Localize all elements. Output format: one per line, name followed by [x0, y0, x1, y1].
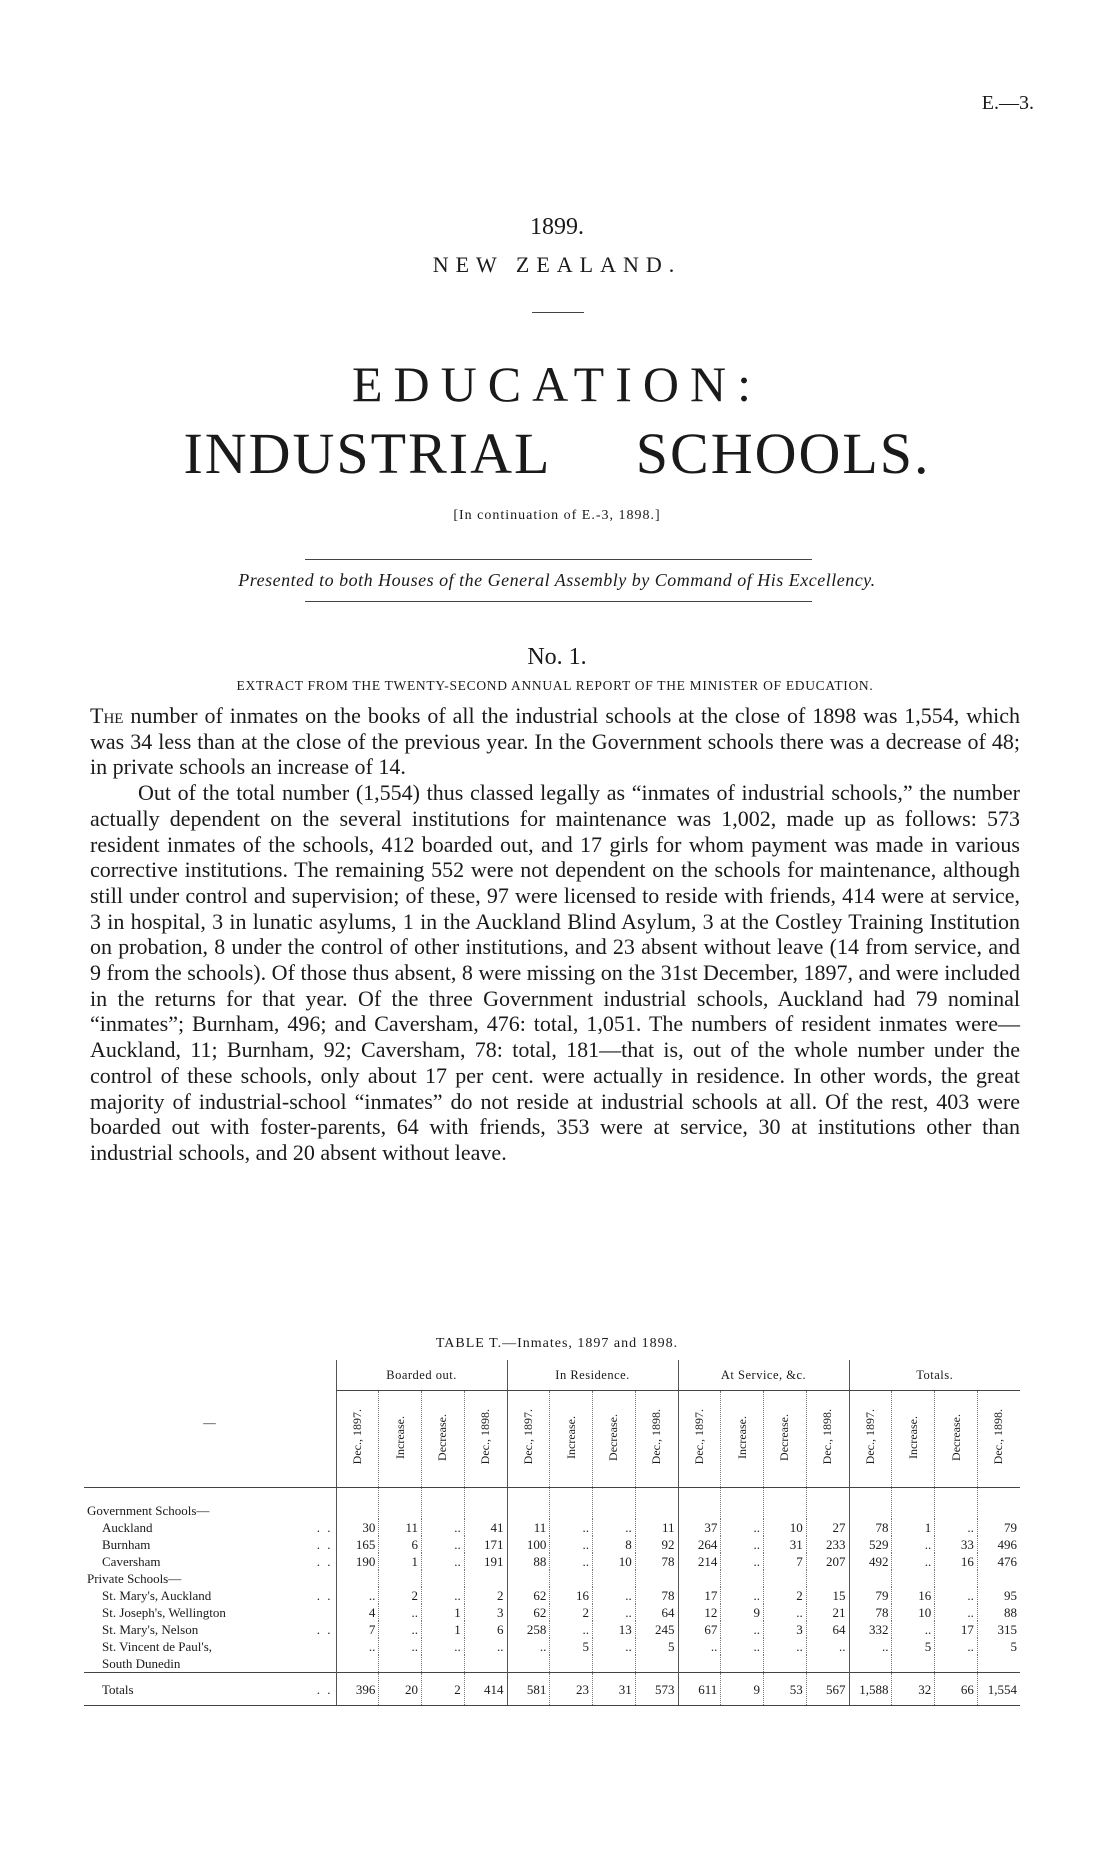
- table-cell: ..: [550, 1536, 593, 1553]
- table-cell: ..: [721, 1519, 764, 1536]
- table-cell: 1: [379, 1553, 422, 1570]
- table-cell: [892, 1488, 935, 1520]
- table-cell: 64: [806, 1621, 849, 1638]
- inmates-table: [84, 1360, 1020, 1706]
- table-cell: 53: [764, 1673, 807, 1706]
- table-cell: [721, 1570, 764, 1587]
- row-label: St. Mary's, Auckland: [102, 1588, 212, 1603]
- table-cell: 88: [977, 1604, 1020, 1621]
- table-cell: 2: [464, 1587, 507, 1604]
- table-column-header: [507, 1391, 550, 1488]
- table-column-header: [464, 1391, 507, 1488]
- table-cell: ..: [422, 1553, 465, 1570]
- row-label: St. Vincent de Paul's,: [102, 1639, 213, 1654]
- table-row: [84, 1673, 1020, 1706]
- column-header-label: Increase.: [392, 1415, 407, 1459]
- column-header-label: Dec., 1897.: [520, 1409, 535, 1465]
- table-cell: 171: [464, 1536, 507, 1553]
- table-cell: ..: [721, 1621, 764, 1638]
- table-cell: 20: [379, 1673, 422, 1706]
- table-cell: 23: [550, 1673, 593, 1706]
- table-column-header: [892, 1391, 935, 1488]
- table-cell: 2: [379, 1587, 422, 1604]
- row-label-cell: [84, 1519, 336, 1536]
- table-cell: 414: [464, 1673, 507, 1706]
- table-cell: 5: [977, 1638, 1020, 1655]
- table-cell: [764, 1488, 807, 1520]
- table-cell: 95: [977, 1587, 1020, 1604]
- table-cell: [422, 1488, 465, 1520]
- leader-dots: . .: [316, 1622, 333, 1637]
- table-cell: [764, 1655, 807, 1673]
- table-cell: [977, 1655, 1020, 1673]
- table-cell: 64: [635, 1604, 678, 1621]
- table-cell: ..: [550, 1519, 593, 1536]
- table-cell: 79: [849, 1587, 892, 1604]
- table-cell: [464, 1488, 507, 1520]
- table-cell: [550, 1570, 593, 1587]
- paragraph-2: Out of the total number (1,554) thus classed legally as “inmates of industrial schools,” the number actually dependent on the several institutions for maintenance was 1,002, made up as follows: 573 resident inmates of the schools, 412 boarded out, and 17 girls for whom payment was made in various corrective institutions. The remaining 552 were not dependent on the schools for maintenance, although still under control and supervision; of these, 97 were licensed to reside with friends, 414 were at service, 3 in hospital, 3 in lunatic asylums, 1 in the Auckland Blind Asylum, 3 at the Costley Training Institution on probation, 8 under the control of other institutions, and 23 absent without leave (14 from service, and 9 from the schools). Of those thus absent, 8 were missing on the 31st December, 1897, and were included in the returns for that year. Of the three Government industrial schools, Auckland had 79 nominal “inmates”; Burnham, 496; and Caversham, 476: total, 1,051. The numbers of resident inmates were—Auckland, 11; Burnham, 92; Caversham, 78: total, 181—that is, out of the whole number under the control of these schools, only about 17 per cent. were actually in residence. In other words, the great majority of industrial-school “inmates” do not reside at industrial schools at all. Of the rest, 403 were boarded out with foster-parents, 64 with friends, 353 were at service, 30 at institutions other than industrial schools, and 20 absent without leave.: [90, 780, 1020, 1165]
- table-cell: 573: [635, 1673, 678, 1706]
- table-cell: [464, 1570, 507, 1587]
- table-cell: [935, 1570, 978, 1587]
- table-cell: [379, 1488, 422, 1520]
- table-cell: [977, 1570, 1020, 1587]
- table-row: [84, 1604, 1020, 1621]
- table-column-header: [379, 1391, 422, 1488]
- column-header-label: Dec., 1897.: [863, 1409, 877, 1465]
- table-cell: [721, 1488, 764, 1520]
- table-cell: [721, 1655, 764, 1673]
- table-cell: [635, 1570, 678, 1587]
- title-line-2: INDUSTRIAL SCHOOLS.: [183, 421, 931, 486]
- table-row: [84, 1570, 1020, 1587]
- table-column-header: [336, 1391, 379, 1488]
- table-cell: ..: [935, 1587, 978, 1604]
- table-cell: [593, 1570, 636, 1587]
- table-cell: [806, 1570, 849, 1587]
- row-label: Private Schools—: [87, 1571, 182, 1586]
- column-header-label: Increase.: [734, 1415, 749, 1459]
- table-cell: 496: [977, 1536, 1020, 1553]
- table-cell: [849, 1570, 892, 1587]
- table-cell: [678, 1570, 721, 1587]
- table-cell: ..: [892, 1536, 935, 1553]
- row-label-cell: [84, 1621, 336, 1638]
- table-cell: 31: [593, 1673, 636, 1706]
- row-label: Totals: [102, 1681, 134, 1697]
- table-cell: 315: [977, 1621, 1020, 1638]
- table-cell: ..: [721, 1587, 764, 1604]
- report-body: [90, 703, 1020, 1166]
- table-row: [84, 1655, 1020, 1673]
- table-cell: 78: [849, 1604, 892, 1621]
- table-cell: 88: [507, 1553, 550, 1570]
- table-cell: [507, 1655, 550, 1673]
- table-cell: 100: [507, 1536, 550, 1553]
- table-cell: 16: [935, 1553, 978, 1570]
- row-label-cell: [84, 1488, 336, 1520]
- table-cell: 245: [635, 1621, 678, 1638]
- table-column-header: [764, 1391, 807, 1488]
- table-cell: 1: [422, 1621, 465, 1638]
- table-cell: 2: [422, 1673, 465, 1706]
- table-cell: ..: [892, 1553, 935, 1570]
- table-cell: 191: [464, 1553, 507, 1570]
- section-number: No. 1.: [527, 644, 587, 670]
- table-cell: [336, 1655, 379, 1673]
- table-cell: 41: [464, 1519, 507, 1536]
- table-cell: 13: [593, 1621, 636, 1638]
- table-cell: ..: [678, 1638, 721, 1655]
- paragraph-1-text: number of inmates on the books of all the industrial schools at the close of 1898 was 1,554, which was 34 less than at the close of the previous year. In the Government schools there was a decrease of 48; in private schools an increase of 14.: [90, 703, 1020, 780]
- title-line-1: EDUCATION:: [352, 356, 762, 412]
- table-cell: [635, 1488, 678, 1520]
- table-cell: ..: [935, 1604, 978, 1621]
- table-cell: [422, 1570, 465, 1587]
- table-cell: 332: [849, 1621, 892, 1638]
- table-cell: 258: [507, 1621, 550, 1638]
- table-cell: 264: [678, 1536, 721, 1553]
- table-cell: [550, 1488, 593, 1520]
- table-cell: [507, 1488, 550, 1520]
- table-cell: 62: [507, 1587, 550, 1604]
- table-cell: [764, 1570, 807, 1587]
- table-cell: ..: [892, 1621, 935, 1638]
- table-cell: [507, 1570, 550, 1587]
- table-cell: [593, 1488, 636, 1520]
- table-cell: ..: [422, 1638, 465, 1655]
- table-cell: ..: [721, 1536, 764, 1553]
- table-cell: [379, 1655, 422, 1673]
- column-header-label: Decrease.: [606, 1413, 621, 1461]
- row-label: St. Mary's, Nelson: [102, 1622, 199, 1637]
- table-cell: 207: [806, 1553, 849, 1570]
- table-cell: 31: [764, 1536, 807, 1553]
- table-column-header: [593, 1391, 636, 1488]
- row-label-cell: [84, 1536, 336, 1553]
- table-cell: 66: [935, 1673, 978, 1706]
- table-cell: [977, 1488, 1020, 1520]
- row-label: St. Joseph's, Wellington: [102, 1605, 226, 1620]
- table-cell: 529: [849, 1536, 892, 1553]
- table-column-header: [935, 1391, 978, 1488]
- table-cell: 16: [550, 1587, 593, 1604]
- table-caption: TABLE T.—Inmates, 1897 and 1898.: [435, 1336, 679, 1351]
- row-label: Caversham: [102, 1554, 161, 1569]
- table-cell: 3: [464, 1604, 507, 1621]
- table-cell: 1: [422, 1604, 465, 1621]
- table-group-1: In Residence.: [507, 1360, 678, 1391]
- continuation-note: [In continuation of E.-3, 1898.]: [453, 508, 661, 523]
- table-cell: 9: [721, 1604, 764, 1621]
- table-cell: 165: [336, 1536, 379, 1553]
- table-cell: [464, 1655, 507, 1673]
- table-cell: 567: [806, 1673, 849, 1706]
- table-cell: ..: [935, 1519, 978, 1536]
- table-cell: 12: [678, 1604, 721, 1621]
- row-label: Government Schools—: [87, 1503, 210, 1518]
- table-cell: 581: [507, 1673, 550, 1706]
- table-cell: ..: [336, 1638, 379, 1655]
- table-cell: 5: [635, 1638, 678, 1655]
- table-cell: [892, 1655, 935, 1673]
- table-cell: 10: [764, 1519, 807, 1536]
- table-cell: [593, 1655, 636, 1673]
- table-group-2: At Service, &c.: [678, 1360, 849, 1391]
- table-cell: [849, 1655, 892, 1673]
- table-column-header: [806, 1391, 849, 1488]
- table-cell: 7: [336, 1621, 379, 1638]
- table-cell: 6: [379, 1536, 422, 1553]
- table-cell: 32: [892, 1673, 935, 1706]
- table-cell: 6: [464, 1621, 507, 1638]
- leader-dots: . .: [316, 1588, 333, 1603]
- table-cell: [336, 1488, 379, 1520]
- row-label: South Dunedin: [102, 1656, 181, 1671]
- table-cell: 5: [892, 1638, 935, 1655]
- table-cell: ..: [806, 1638, 849, 1655]
- table-cell: [336, 1570, 379, 1587]
- table-cell: ..: [336, 1587, 379, 1604]
- table-row: [84, 1621, 1020, 1638]
- table-cell: ..: [379, 1638, 422, 1655]
- column-header-label: Dec., 1898.: [820, 1409, 835, 1465]
- table-cell: 476: [977, 1553, 1020, 1570]
- table-cell: ..: [550, 1621, 593, 1638]
- table-cell: [935, 1488, 978, 1520]
- table-cell: 3: [764, 1621, 807, 1638]
- table-cell: 7: [764, 1553, 807, 1570]
- table-cell: ..: [422, 1587, 465, 1604]
- table-cell: 396: [336, 1673, 379, 1706]
- table-cell: ..: [550, 1553, 593, 1570]
- table-cell: ..: [593, 1638, 636, 1655]
- table-row: [84, 1587, 1020, 1604]
- table-cell: ..: [593, 1587, 636, 1604]
- leader-dots: . .: [316, 1554, 333, 1569]
- table-cell: 2: [764, 1587, 807, 1604]
- table-cell: [892, 1570, 935, 1587]
- table-cell: 11: [635, 1519, 678, 1536]
- table-corner: —: [84, 1360, 336, 1488]
- row-label-cell: [84, 1570, 336, 1587]
- table-cell: ..: [464, 1638, 507, 1655]
- column-header-label: Dec., 1898.: [991, 1409, 1006, 1465]
- table-cell: 11: [507, 1519, 550, 1536]
- table-cell: 21: [806, 1604, 849, 1621]
- table-column-header: [849, 1391, 892, 1488]
- column-header-label: Increase.: [563, 1415, 578, 1459]
- table-cell: 17: [678, 1587, 721, 1604]
- table-cell: 16: [892, 1587, 935, 1604]
- table-cell: 78: [635, 1587, 678, 1604]
- table-cell: [806, 1655, 849, 1673]
- divider: [532, 312, 584, 313]
- leader-dots: . .: [316, 1520, 333, 1535]
- table-cell: [806, 1488, 849, 1520]
- table-cell: 1,588: [849, 1673, 892, 1706]
- table-cell: 15: [806, 1587, 849, 1604]
- table-row: [84, 1519, 1020, 1536]
- table-row: [84, 1488, 1020, 1520]
- table-cell: ..: [849, 1638, 892, 1655]
- table-cell: 78: [849, 1519, 892, 1536]
- row-label-cell: [84, 1655, 336, 1673]
- table-cell: ..: [422, 1519, 465, 1536]
- table-cell: 1: [892, 1519, 935, 1536]
- row-label: Burnham: [102, 1537, 151, 1552]
- table-cell: [678, 1655, 721, 1673]
- table-cell: ..: [721, 1553, 764, 1570]
- table-group-3: Totals.: [849, 1360, 1020, 1391]
- table-row: [84, 1553, 1020, 1570]
- table-cell: 9: [721, 1673, 764, 1706]
- row-label-cell: [84, 1673, 336, 1706]
- table-cell: 492: [849, 1553, 892, 1570]
- table-cell: 30: [336, 1519, 379, 1536]
- table-column-header: [977, 1391, 1020, 1488]
- country: NEW ZEALAND.: [432, 252, 682, 277]
- column-header-label: Increase.: [905, 1415, 920, 1459]
- table-cell: [635, 1655, 678, 1673]
- column-header-label: Dec., 1898.: [649, 1409, 664, 1465]
- table-cell: 27: [806, 1519, 849, 1536]
- table-cell: [379, 1570, 422, 1587]
- column-header-label: Dec., 1897.: [691, 1409, 706, 1465]
- table-cell: ..: [593, 1604, 636, 1621]
- table-cell: ..: [507, 1638, 550, 1655]
- table-row: [84, 1638, 1020, 1655]
- table-cell: 67: [678, 1621, 721, 1638]
- table-cell: ..: [379, 1621, 422, 1638]
- row-label-cell: [84, 1553, 336, 1570]
- table-cell: 78: [635, 1553, 678, 1570]
- table-cell: 8: [593, 1536, 636, 1553]
- table-row: [84, 1536, 1020, 1553]
- column-header-label: Decrease.: [948, 1413, 963, 1461]
- table-cell: ..: [721, 1638, 764, 1655]
- table-cell: ..: [935, 1638, 978, 1655]
- table-cell: [935, 1655, 978, 1673]
- column-header-label: Dec., 1897.: [349, 1409, 364, 1465]
- table-cell: ..: [593, 1519, 636, 1536]
- table-cell: 92: [635, 1536, 678, 1553]
- divider: [305, 601, 812, 602]
- section-heading: EXTRACT FROM THE TWENTY-SECOND ANNUAL REPORT OF THE MINISTER OF EDUCATION.: [236, 678, 874, 693]
- table-column-header: [678, 1391, 721, 1488]
- leader-dots: . .: [316, 1681, 333, 1697]
- table-cell: 190: [336, 1553, 379, 1570]
- table-cell: 214: [678, 1553, 721, 1570]
- row-label: Auckland: [102, 1520, 153, 1535]
- table-column-header: [635, 1391, 678, 1488]
- table-cell: 233: [806, 1536, 849, 1553]
- column-header-label: Decrease.: [777, 1413, 792, 1461]
- table-column-header: [550, 1391, 593, 1488]
- column-header-label: Dec., 1898.: [478, 1409, 493, 1465]
- table-cell: 37: [678, 1519, 721, 1536]
- table-cell: 79: [977, 1519, 1020, 1536]
- table-cell: [550, 1655, 593, 1673]
- table-cell: 5: [550, 1638, 593, 1655]
- table-column-header: [422, 1391, 465, 1488]
- paragraph-1-lead: The: [90, 703, 124, 728]
- row-label-cell: [84, 1587, 336, 1604]
- table-cell: 10: [593, 1553, 636, 1570]
- year: 1899.: [530, 214, 584, 240]
- table-cell: 33: [935, 1536, 978, 1553]
- table-cell: ..: [764, 1604, 807, 1621]
- table-cell: 17: [935, 1621, 978, 1638]
- table-cell: 4: [336, 1604, 379, 1621]
- table-cell: 1,554: [977, 1673, 1020, 1706]
- table-cell: 2: [550, 1604, 593, 1621]
- table-cell: 611: [678, 1673, 721, 1706]
- leader-dots: . .: [316, 1537, 333, 1552]
- table-cell: [849, 1488, 892, 1520]
- table-cell: 11: [379, 1519, 422, 1536]
- column-header-label: Decrease.: [435, 1413, 450, 1461]
- table-group-header: [84, 1360, 1020, 1391]
- table-cell: ..: [379, 1604, 422, 1621]
- presented-line: Presented to both Houses of the General Assembly by Command of His Excellency.: [238, 570, 876, 590]
- row-label-cell: [84, 1604, 336, 1621]
- table-cell: ..: [422, 1536, 465, 1553]
- row-label-cell: [84, 1638, 336, 1655]
- table-cell: 10: [892, 1604, 935, 1621]
- table-group-0: Boarded out.: [336, 1360, 507, 1391]
- table-cell: 62: [507, 1604, 550, 1621]
- paragraph-1: [90, 703, 1020, 780]
- table-column-header: [721, 1391, 764, 1488]
- report-reference: E.—3.: [981, 92, 1034, 114]
- divider: [305, 559, 812, 560]
- table-body: [84, 1488, 1020, 1706]
- table-cell: ..: [764, 1638, 807, 1655]
- table-cell: [678, 1488, 721, 1520]
- table-cell: [422, 1655, 465, 1673]
